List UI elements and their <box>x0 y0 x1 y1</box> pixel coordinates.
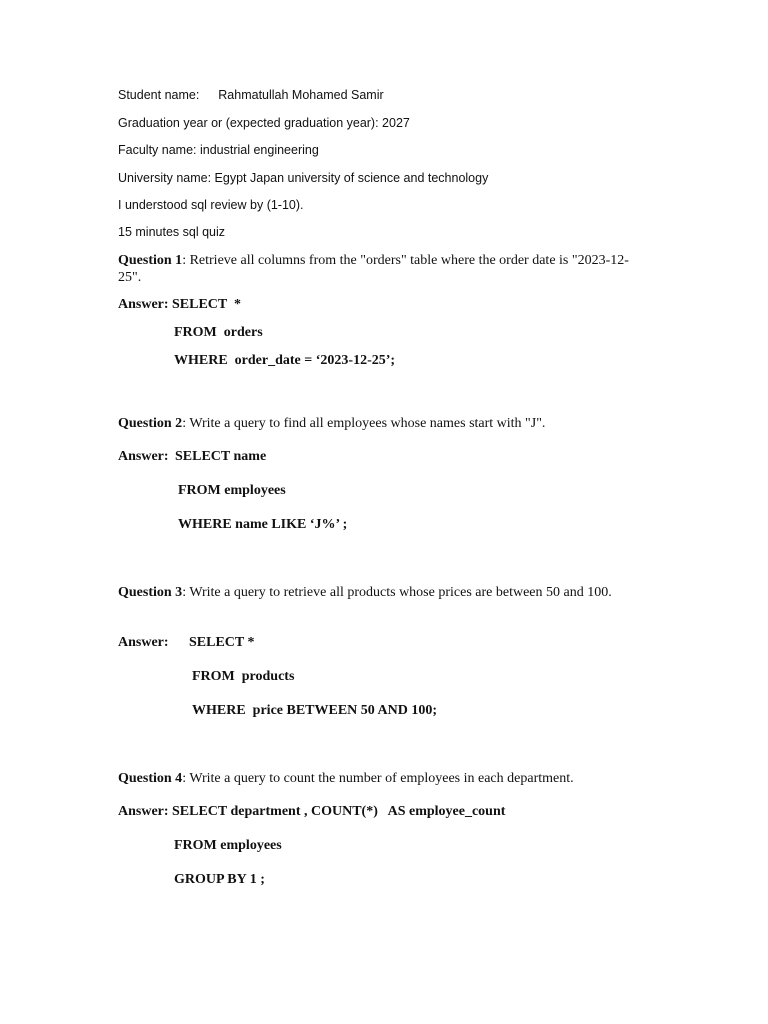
answer-2-line-2: FROM employees <box>178 483 286 498</box>
student-name-line <box>118 88 384 102</box>
question-2 <box>118 416 545 432</box>
quiz-title: 15 minutes sql quiz <box>118 225 226 239</box>
question-1 <box>118 252 648 286</box>
answer-2-label: Answer: <box>118 449 169 464</box>
answer-1-line-3 <box>174 353 395 369</box>
answer-4-line-3: GROUP BY 1 ; <box>174 872 265 887</box>
answer-1-line-3-text: WHERE order_date = ‘2023-12-25’; <box>174 353 396 368</box>
question-4 <box>118 771 574 787</box>
answer-3-line-3: WHERE price BETWEEN 50 AND 100; <box>192 703 438 718</box>
answer-1-label: Answer: <box>118 297 169 312</box>
answer-3-line-2: FROM products <box>192 669 295 684</box>
university-line: University name: Egypt Japan university of science and technology <box>118 171 489 185</box>
student-name-label: Student name: <box>118 88 200 102</box>
question-4-label: Question 4 <box>118 771 183 786</box>
question-2-text: : Write a query to find all employees whose names start with "J". <box>182 416 546 431</box>
answer-3-line-1: SELECT * <box>189 635 255 650</box>
faculty-line: Faculty name: industrial engineering <box>118 143 319 157</box>
graduation-line: Graduation year or (expected graduation year): 2027 <box>118 116 410 130</box>
question-3-text: : Write a query to retrieve all products whose prices are between 50 and 100. <box>182 585 612 600</box>
answer-2-line-1: SELECT name <box>175 449 267 464</box>
answer-1-line-1: SELECT * <box>172 297 241 312</box>
answer-2-line-3: WHERE name LIKE ‘J%’ ; <box>178 517 348 532</box>
student-name-value: Rahmatullah Mohamed Samir <box>218 88 384 102</box>
understood-line: I understood sql review by (1-10). <box>118 198 304 212</box>
answer-4-label: Answer: <box>118 804 169 819</box>
question-1-text: : Retrieve all columns from the "orders" table where the order date is "2023-12-25". <box>118 253 629 285</box>
question-1-label: Question 1 <box>118 253 183 268</box>
answer-3-label: Answer: <box>118 635 169 650</box>
answer-1-line-2: FROM orders <box>174 325 263 340</box>
answer-4-line-2: FROM employees <box>174 838 282 853</box>
question-3 <box>118 585 612 601</box>
answer-4-line-1: SELECT department , COUNT(*) AS employee_count <box>172 804 506 819</box>
question-2-label: Question 2 <box>118 416 183 431</box>
question-3-label: Question 3 <box>118 585 183 600</box>
question-4-text: : Write a query to count the number of employees in each department. <box>182 771 574 786</box>
